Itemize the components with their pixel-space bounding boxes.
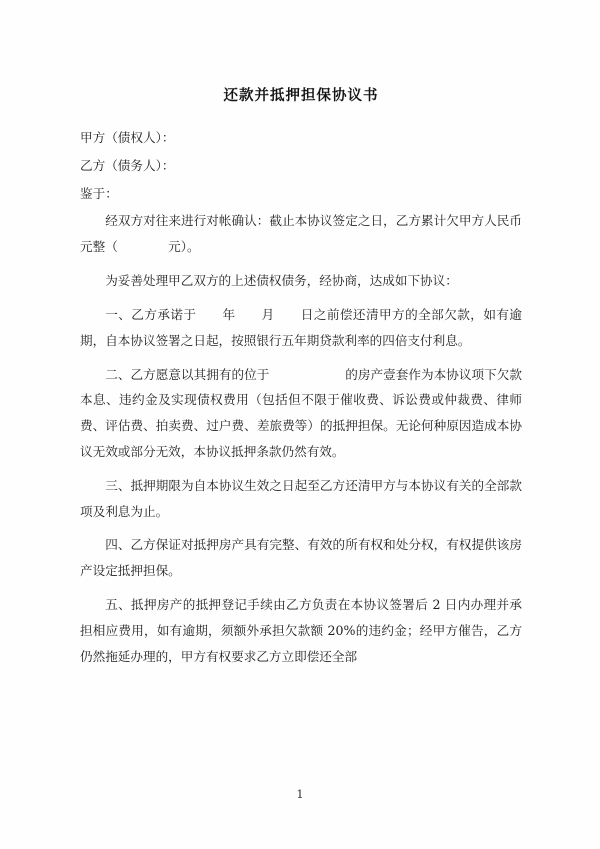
- clause-three-term: 三、抵押期限为自本协议生效之日起至乙方还清甲方与本协议有关的全部款项及利息为止。: [80, 477, 522, 519]
- party-line-debtor: 乙方（债务人）：: [80, 157, 175, 173]
- clause-five-registration: 五、抵押房产的抵押登记手续由乙方负责在本协议签署后 2 日内办理并承担相应费用，如有逾期，须额外承担欠款额 20%的违约金；经甲方催告，乙方仍然拖延办理的，甲方有权要求乙方立即偿还全部: [80, 597, 522, 664]
- clause-two-mortgage: 二、乙方愿意以其拥有的位于 的房产壹套作为本协议项下欠款本息、违约金及实现债权费用（包括但不限于催收费、诉讼费或仲裁费、律师费、评估费、拍卖费、过户费、差旅费等）的抵押担保。无论何种原因造成本协议无效或部分无效，本协议抵押条款仍然有效。: [80, 366, 522, 459]
- clause-four-ownership: 四、乙方保证对抵押房产具有完整、有效的所有权和处分权，有权提供该房产设定抵押担保。: [80, 537, 522, 579]
- clause-one-repayment: 一、乙方承诺于 年 月 日之前偿还清甲方的全部欠款，如有逾期，自本协议签署之日起，按照银行五年期贷款利率的四倍支付利息。: [80, 306, 522, 348]
- preamble-label: 鉴于：: [80, 185, 118, 201]
- party-line-creditor: 甲方（债权人）：: [80, 130, 175, 145]
- paragraph-reconciliation: 经双方对往来进行对帐确认：截止本协议签定之日，乙方累计欠甲方人民币 元整（ 元）。: [80, 213, 585, 255]
- page-number: 1: [296, 788, 304, 801]
- paragraph-agreement-intro: 为妥善处理甲乙双方的上述债权债务，经协商，达成如下协议：: [105, 273, 458, 289]
- page-title: 还款并抵押担保协议书: [223, 87, 379, 104]
